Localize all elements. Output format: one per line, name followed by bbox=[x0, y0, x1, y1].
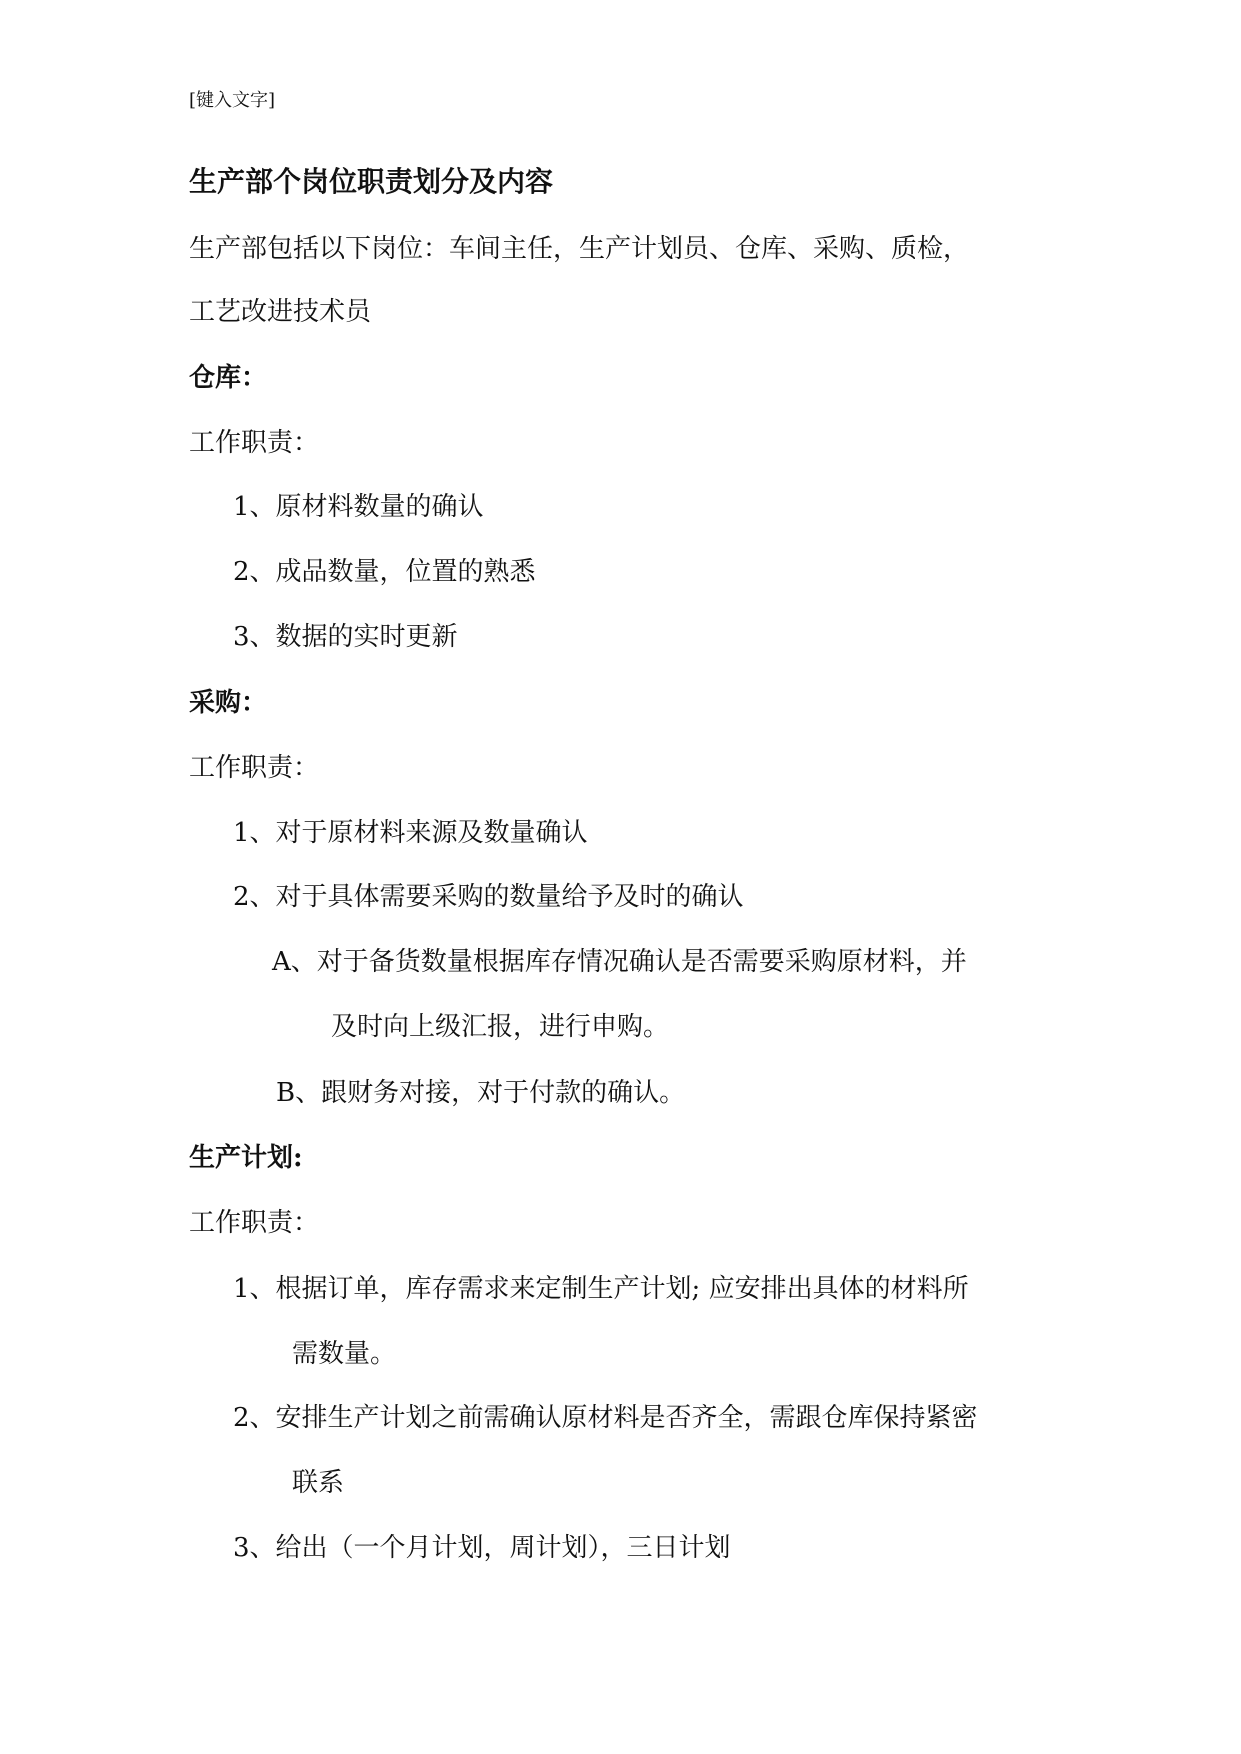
responsibility-label: 工作职责： bbox=[189, 753, 320, 783]
list-item: 3、数据的实时更新 bbox=[233, 622, 458, 652]
responsibility-label: 工作职责： bbox=[189, 1208, 320, 1238]
sub-list-item-continuation: 及时向上级汇报，进行申购。 bbox=[331, 1012, 670, 1042]
list-item: 2、成品数量，位置的熟悉 bbox=[233, 557, 536, 587]
list-item: 2、安排生产计划之前需确认原材料是否齐全，需跟仓库保持紧密 bbox=[233, 1403, 978, 1433]
sub-list-item: A、对于备货数量根据库存情况确认是否需要采购原材料，并 bbox=[272, 947, 967, 977]
list-item-continuation: 需数量。 bbox=[292, 1339, 397, 1369]
list-item: 1、对于原材料来源及数量确认 bbox=[233, 818, 588, 848]
responsibility-label: 工作职责： bbox=[189, 428, 320, 458]
list-item-continuation: 联系 bbox=[292, 1468, 345, 1498]
section-heading-production-plan: 生产计划: bbox=[189, 1143, 303, 1173]
document-title: 生产部个岗位职责划分及内容 bbox=[189, 165, 554, 198]
section-heading-warehouse: 仓库： bbox=[189, 363, 268, 393]
list-item: 3、给出（一个月计划，周计划），三日计划 bbox=[233, 1533, 731, 1563]
intro-line-1: 生产部包括以下岗位：车间主任，生产计划员、仓库、采购、质检， bbox=[189, 234, 970, 264]
sub-list-item: B、跟财务对接，对于付款的确认。 bbox=[276, 1078, 686, 1108]
intro-line-2: 工艺改进技术员 bbox=[189, 297, 372, 327]
list-item: 2、对于具体需要采购的数量给予及时的确认 bbox=[233, 882, 744, 912]
header-placeholder: [键入文字] bbox=[189, 90, 276, 111]
list-item: 1、根据订单，库存需求来定制生产计划; 应安排出具体的材料所 bbox=[233, 1274, 969, 1304]
list-item: 1、原材料数量的确认 bbox=[233, 492, 484, 522]
section-heading-procurement: 采购： bbox=[189, 688, 268, 718]
